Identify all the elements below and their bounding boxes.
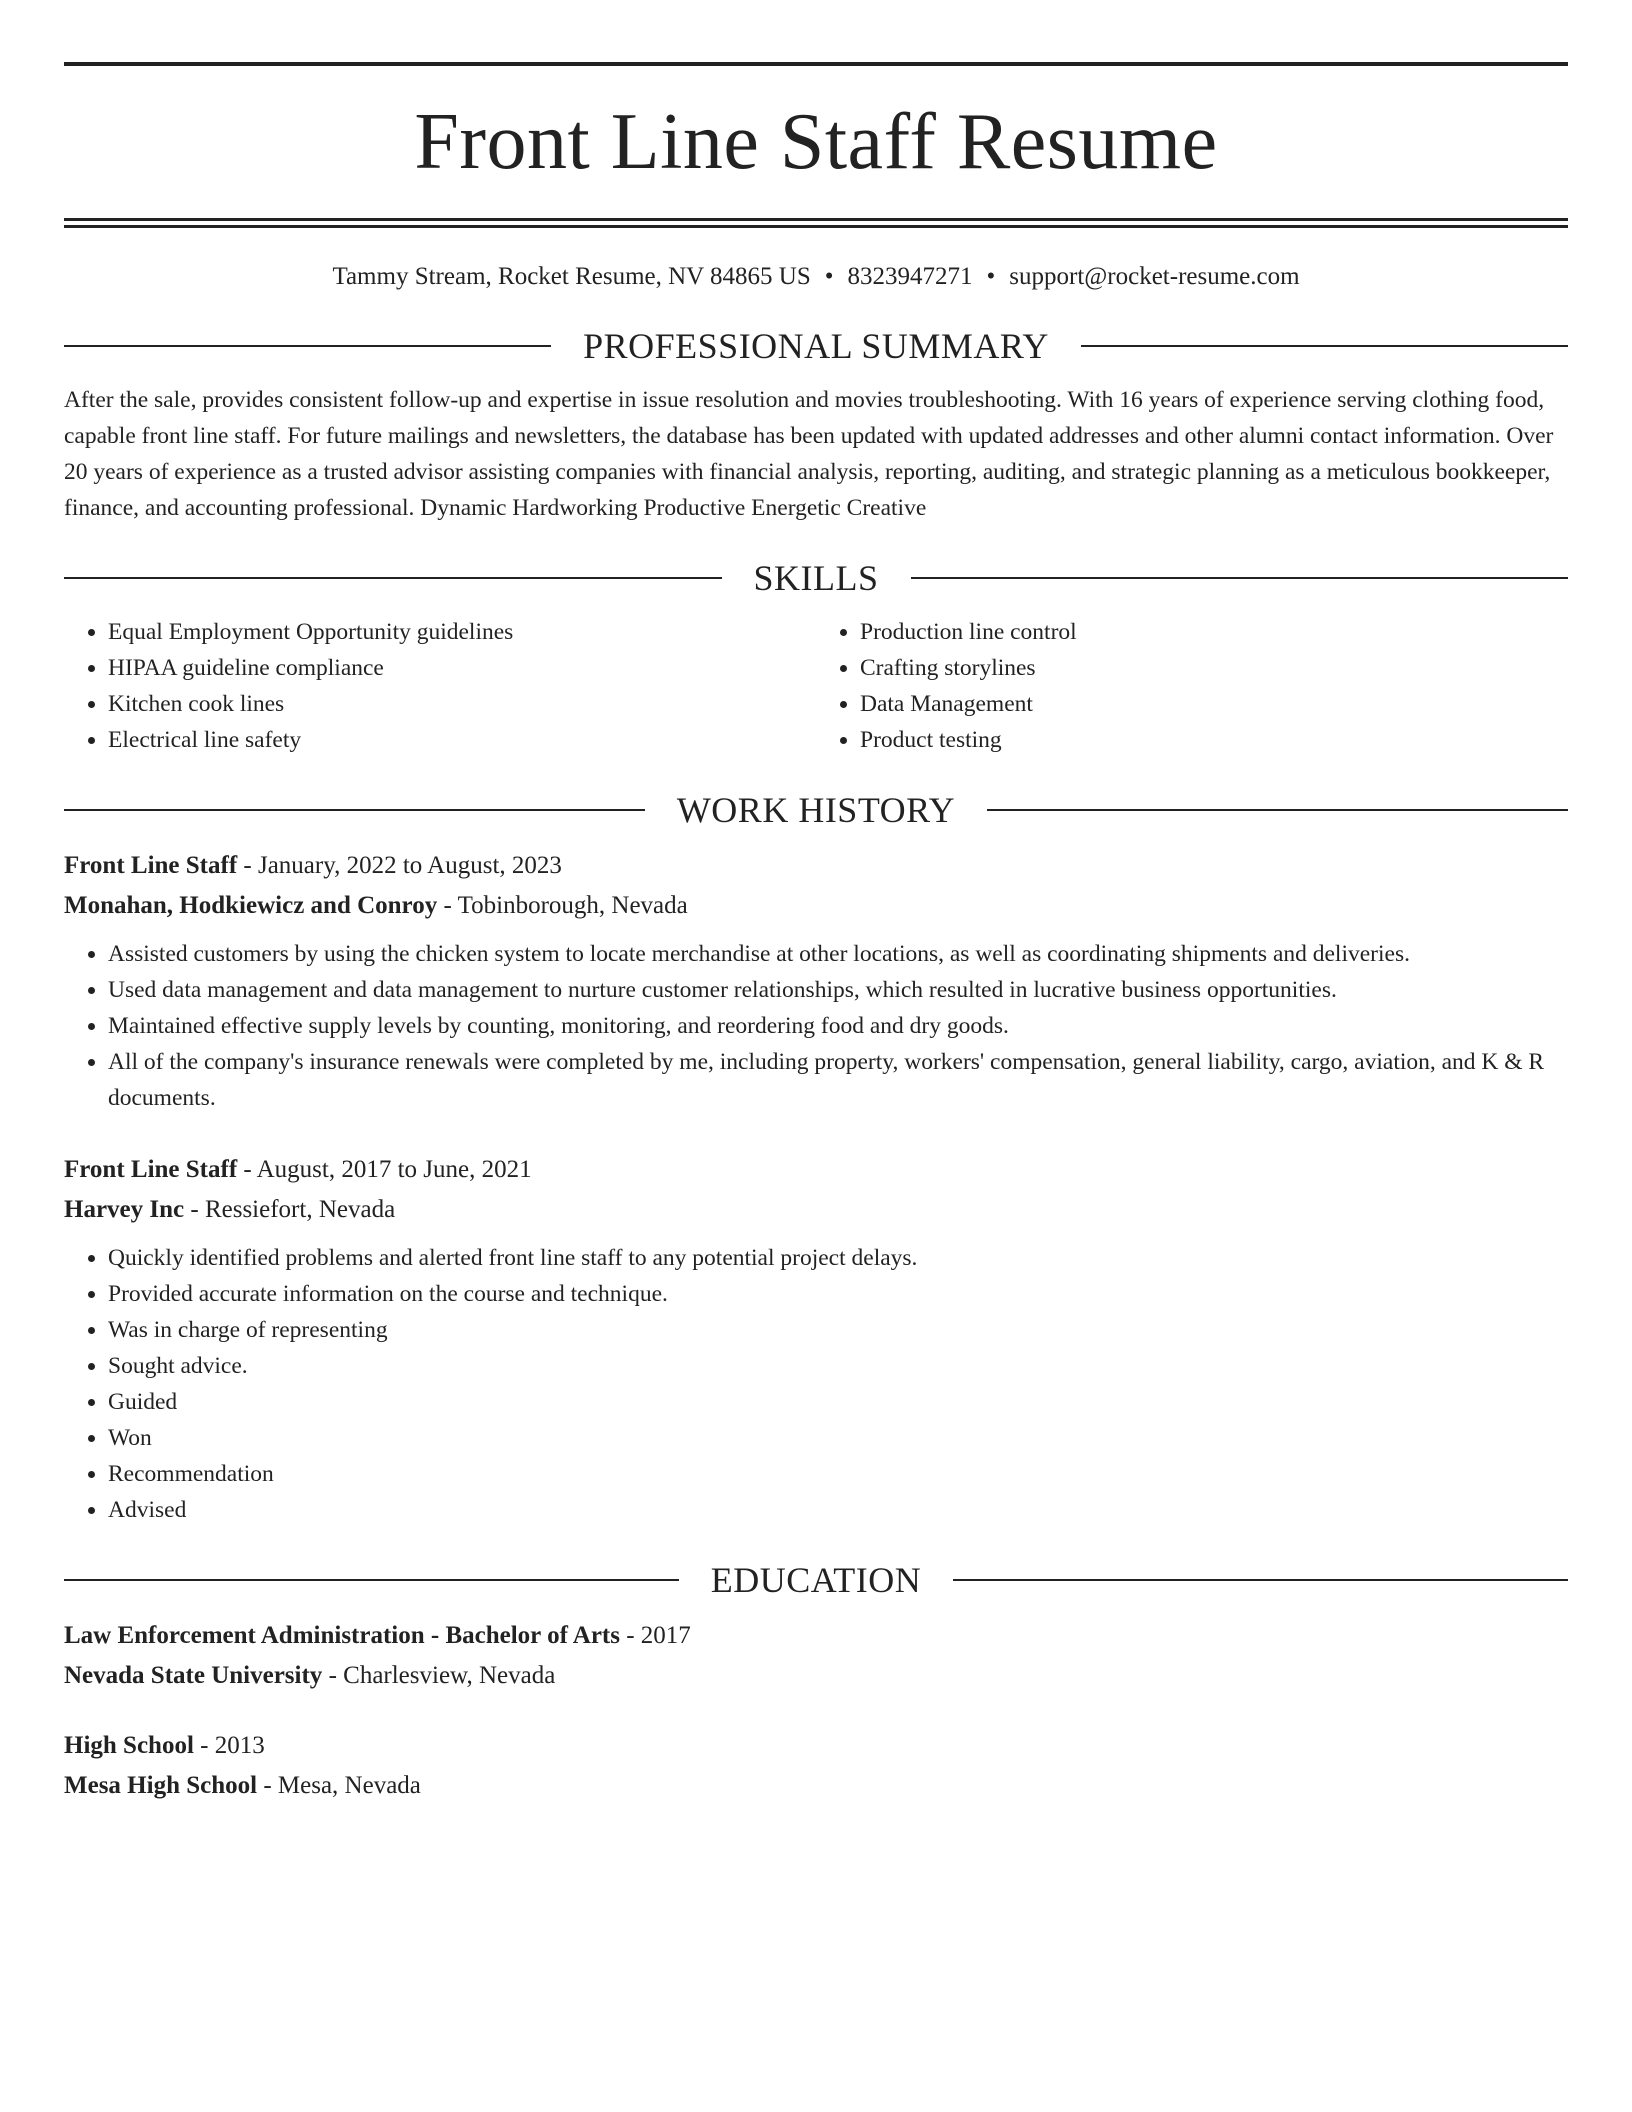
job-title-line <box>64 846 1568 886</box>
education-location: - Charlesview, Nevada <box>322 1662 556 1689</box>
top-rule <box>64 62 1568 66</box>
education-entry <box>64 1726 1568 1806</box>
job-title: Front Line Staff <box>64 1156 238 1183</box>
job-bullet: • Advised <box>108 1492 1568 1528</box>
skill-item: • Production line control <box>860 614 1568 650</box>
skill-item: • Crafting storylines <box>860 650 1568 686</box>
skills-columns <box>64 614 1568 758</box>
job-location: - Ressiefort, Nevada <box>184 1196 396 1223</box>
job-bullet: • Was in charge of representing <box>108 1312 1568 1348</box>
job-bullets <box>64 936 1568 1116</box>
divider-line <box>987 809 1568 811</box>
job-title-line <box>64 1150 1568 1190</box>
education-school-line <box>64 1656 1568 1696</box>
education-year: - 2013 <box>193 1732 265 1759</box>
section-title-work: WORK HISTORY <box>676 790 956 830</box>
divider-line <box>911 577 1569 579</box>
section-title-education: EDUCATION <box>710 1560 922 1600</box>
contact-email: support@rocket-resume.com <box>1009 263 1300 290</box>
skill-item: • Kitchen cook lines <box>108 686 816 722</box>
divider-line <box>64 809 645 811</box>
job-location: - Tobinborough, Nevada <box>437 892 688 919</box>
job-bullet: • Provided accurate information on the course and technique. <box>108 1276 1568 1312</box>
section-header-skills <box>64 556 1568 600</box>
education-degree: Law Enforcement Administration - Bachelor of Arts <box>64 1622 620 1649</box>
education-entry <box>64 1616 1568 1696</box>
contact-phone: 8323947271 <box>847 263 973 290</box>
education-school: Nevada State University <box>64 1662 323 1689</box>
job-company: Monahan, Hodkiewicz and Conroy <box>64 892 438 919</box>
education-school-line <box>64 1766 1568 1806</box>
job-bullet: • Assisted customers by using the chicken system to locate merchandise at other locations, as well as coordinating shipments and deliveries. <box>108 936 1568 972</box>
resume-page <box>64 62 1568 1806</box>
section-title-skills: SKILLS <box>753 558 879 598</box>
job-bullet: • Guided <box>108 1384 1568 1420</box>
divider-line <box>64 577 722 579</box>
skills-list-left <box>64 614 816 758</box>
job-bullet: • Sought advice. <box>108 1348 1568 1384</box>
education-degree: High School <box>64 1732 194 1759</box>
divider-line <box>1081 345 1568 347</box>
job-bullet: • Quickly identified problems and alerted front line staff to any potential project delays. <box>108 1240 1568 1276</box>
skill-item: • Electrical line safety <box>108 722 816 758</box>
skill-item: • HIPAA guideline compliance <box>108 650 816 686</box>
education-school: Mesa High School <box>64 1772 258 1799</box>
section-header-education <box>64 1558 1568 1602</box>
education-degree-line <box>64 1726 1568 1766</box>
job-entry <box>64 1150 1568 1528</box>
job-bullet: • Used data management and data management to nurture customer relationships, which resulted in lucrative business opportunities. <box>108 972 1568 1008</box>
job-title: Front Line Staff <box>64 852 238 879</box>
divider-line <box>64 1579 679 1581</box>
education-degree-line <box>64 1616 1568 1656</box>
contact-separator: • <box>824 263 834 290</box>
contact-line <box>64 260 1568 294</box>
contact-separator: • <box>986 263 996 290</box>
job-entry <box>64 846 1568 1116</box>
resume-title: Front Line Staff Resume <box>414 98 1218 186</box>
education-location: - Mesa, Nevada <box>257 1772 421 1799</box>
education-year: - 2017 <box>619 1622 691 1649</box>
job-bullets <box>64 1240 1568 1528</box>
section-header-summary <box>64 324 1568 368</box>
section-header-work <box>64 788 1568 832</box>
skill-item: • Equal Employment Opportunity guidelines <box>108 614 816 650</box>
job-dates: - August, 2017 to June, 2021 <box>237 1156 532 1183</box>
job-bullet: • Recommendation <box>108 1456 1568 1492</box>
job-bullet: • Won <box>108 1420 1568 1456</box>
job-bullet: • All of the company's insurance renewals were completed by me, including property, workers' compensation, general liability, cargo, aviation, and K & R documents. <box>108 1044 1568 1116</box>
job-bullet: • Maintained effective supply levels by counting, monitoring, and reordering food and dry goods. <box>108 1008 1568 1044</box>
title-double-rule <box>64 218 1568 228</box>
divider-line <box>953 1579 1568 1581</box>
skill-item: • Data Management <box>860 686 1568 722</box>
job-company-line <box>64 886 1568 926</box>
job-company: Harvey Inc <box>64 1196 185 1223</box>
job-dates: - January, 2022 to August, 2023 <box>237 852 562 879</box>
divider-line <box>64 345 551 347</box>
job-company-line <box>64 1190 1568 1230</box>
skill-item: • Product testing <box>860 722 1568 758</box>
skills-list-right <box>816 614 1568 758</box>
contact-address: Tammy Stream, Rocket Resume, NV 84865 US <box>332 263 811 290</box>
summary-paragraph: After the sale, provides consistent follow-up and expertise in issue resolution and movies troubleshooting. With 16 years of experience serving clothing food, capable front line staff. For future mailings and newsletters, the database has been updated with updated addresses and other alumni contact information. Over 20 years of experience as a trusted advisor assisting companies with financial analysis, reporting, auditing, and strategic planning as a meticulous bookkeeper, finance, and accounting professional. Dynamic Hardworking Productive Energetic Creative <box>64 387 1554 521</box>
section-title-summary: PROFESSIONAL SUMMARY <box>583 326 1049 366</box>
